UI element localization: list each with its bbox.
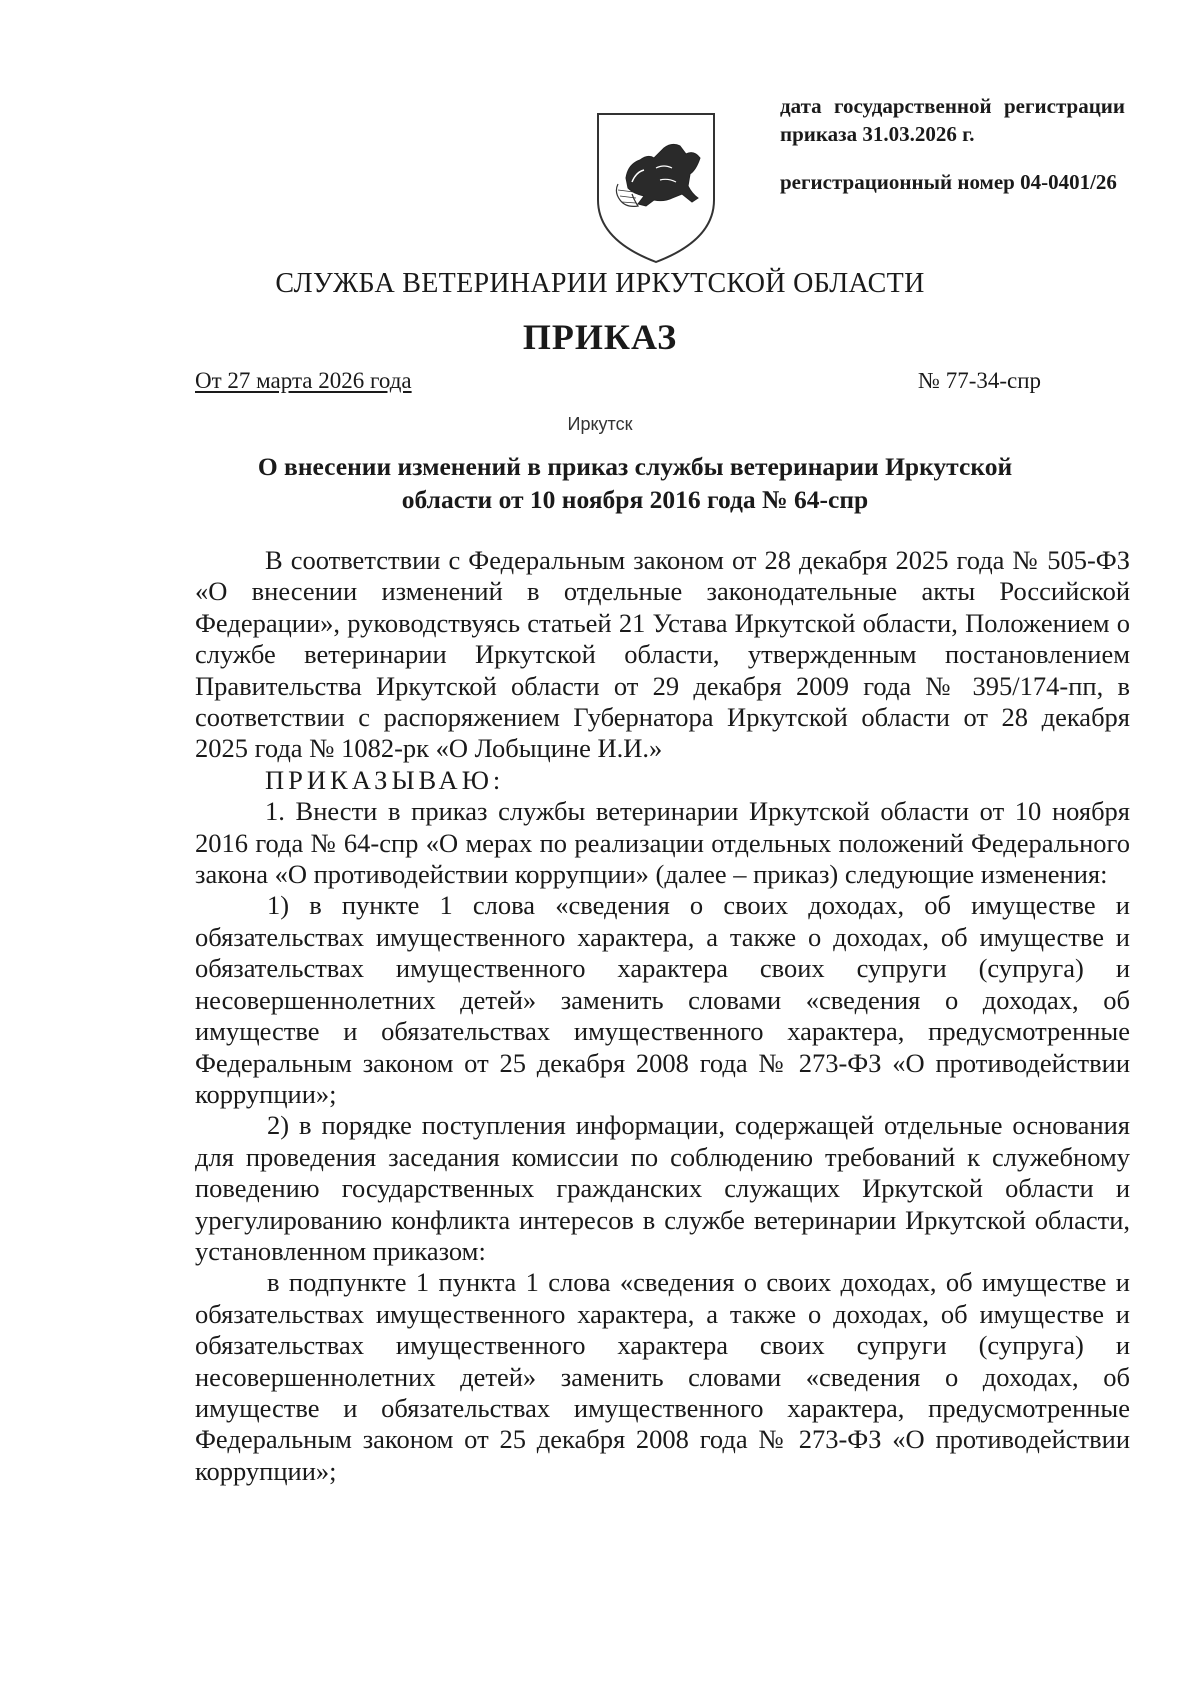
order-word: ПРИКАЗЫВАЮ: bbox=[265, 764, 505, 795]
registration-number: регистрационный номер 04-0401/26 bbox=[780, 170, 1117, 194]
agency-name: СЛУЖБА ВЕТЕРИНАРИИ ИРКУТСКОЙ ОБЛАСТИ bbox=[275, 268, 925, 299]
city: Иркутск bbox=[567, 414, 633, 434]
registration-date-label: дата государственной регистрации bbox=[780, 94, 1125, 118]
registration-stamp bbox=[780, 92, 1160, 196]
subject-line-1: О внесении изменений в приказ службы ветеринарии Иркутской bbox=[257, 452, 1013, 481]
subject-line-2: области от 10 ноября 2016 года № 64-спр bbox=[401, 485, 869, 514]
item-1-paragraph: 1. Внести в приказ службы ветеринарии Иркутской области от 10 ноября 2016 года № 64-спр «О мерах по реализации отдельных положений Федерального закона «О противодействии коррупции» (далее – приказ) следующие изменения: bbox=[195, 796, 1130, 890]
order-body bbox=[195, 545, 1130, 1487]
coat-of-arms-icon bbox=[594, 108, 718, 266]
registration-date: приказа 31.03.2026 г. bbox=[780, 122, 975, 146]
order-subject bbox=[195, 450, 1075, 516]
order-number: № 77-34-спр bbox=[918, 368, 1042, 393]
item-1-2-paragraph: 2) в порядке поступления информации, содержащей отдельные основания для проведения заседания комиссии по соблюдению требований к служебному поведению государственных гражданских служащих Иркутской области и урегулированию конфликта интересов в службе ветеринарии Иркутской области, установленном приказом: bbox=[195, 1110, 1130, 1266]
order-date: От 27 марта 2026 года bbox=[195, 368, 412, 393]
preamble-paragraph: В соответствии с Федеральным законом от 28 декабря 2025 года № 505-ФЗ «О внесении изменений в отдельные законодательные акты Российской Федерации», руководствуясь статьей 21 Устава Иркутской области, Положением о службе ветеринарии Иркутской области, утвержденным постановлением Правительства Иркутской области от 29 декабря 2009 года № 395/174-пп, в соответствии с распоряжением Губернатора Иркутской области от 28 декабря 2025 года № 1082-рк «О Лобыцине И.И.» bbox=[195, 545, 1130, 764]
item-1-1-paragraph: 1) в пункте 1 слова «сведения о своих доходах, об имуществе и обязательствах имущественного характера, а также о доходах, об имуществе и обязательствах имущественного характера своих супруги (супруга) и несовершеннолетних детей» заменить словами «сведения о доходах, об имуществе и обязательствах имущественного характера, предусмотренные Федеральным законом от 25 декабря 2008 года № 273-ФЗ «О противодействии коррупции»; bbox=[195, 890, 1130, 1109]
item-1-2-a-paragraph: в подпункте 1 пункта 1 слова «сведения о своих доходах, об имуществе и обязательствах имущественного характера, а также о доходах, об имуществе и обязательствах имущественного характера своих супруги (супруга) и несовершеннолетних детей» заменить словами «сведения о доходах, об имуществе и обязательствах имущественного характера, предусмотренные Федеральным законом от 25 декабря 2008 года № 273-ФЗ «О противодействии коррупции»; bbox=[195, 1267, 1130, 1486]
document-type-title: ПРИКАЗ bbox=[522, 317, 678, 357]
